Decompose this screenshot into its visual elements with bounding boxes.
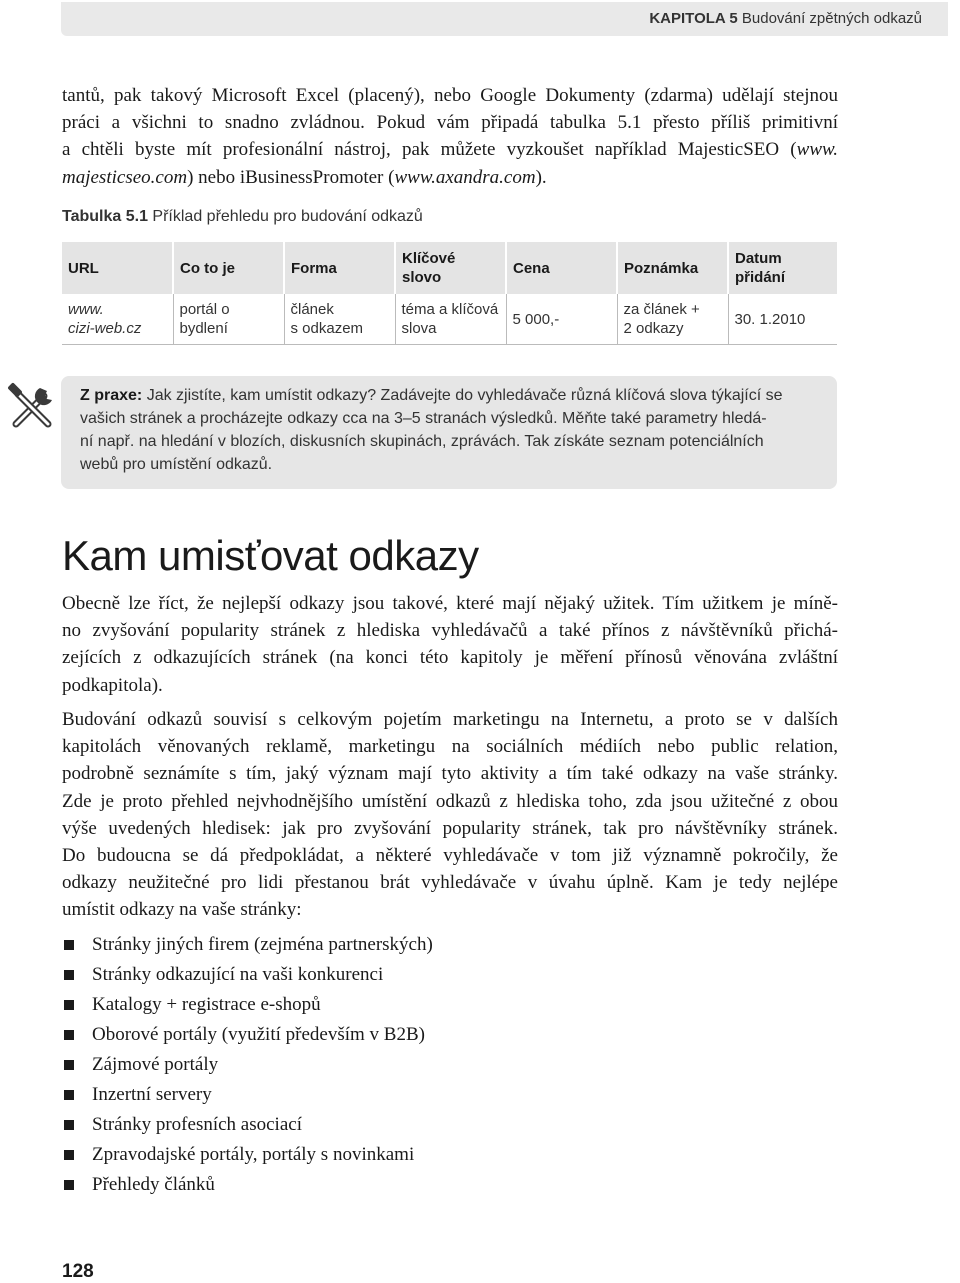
column-header-datum <box>728 242 837 294</box>
tools-icon <box>4 380 60 436</box>
tip-text <box>80 384 822 476</box>
cell-text: portál o <box>179 301 230 318</box>
list-item <box>62 990 433 1020</box>
cell-text: článek <box>290 301 334 318</box>
cell-text: s odkazem <box>290 320 364 337</box>
table-row <box>62 294 837 345</box>
text-line: Zde je proto přehled nejvhodnějšího umístění odkazů z hlediska toho, zda jsou užitečné z obou <box>62 790 838 812</box>
cell-text: www. <box>68 301 104 318</box>
placement-list <box>62 930 433 1200</box>
text-line: podrobně seznámíte s tím, jaký význam mají tyto aktivity a tím také odkazy na vaše stránky. <box>62 763 838 785</box>
cell-co <box>173 294 284 345</box>
table-caption-text: Příklad přehledu pro budování odkazů <box>152 208 423 225</box>
text-line: kapitolách věnovaných reklamě, marketingu na sociálních médiích nebo public relation, <box>62 736 838 758</box>
list-item <box>62 1050 433 1080</box>
tip-label: Z praxe: <box>80 387 143 404</box>
list-item-text: Katalogy + registrace e-shopů <box>92 994 321 1015</box>
cell-text: za článek + <box>623 301 700 318</box>
paragraph-2 <box>62 706 838 924</box>
chapter-heading <box>649 10 922 27</box>
text-segment: ). <box>535 166 547 188</box>
cell-poznamka <box>617 294 728 345</box>
list-item-text: Oborové portály (využití především v B2B) <box>92 1024 425 1045</box>
text-segment: Jak zjistíte, kam umístit odkazy? Zadávejte do vyhledávače různá klíčová slova týkající se <box>142 387 783 404</box>
list-item <box>62 1080 433 1110</box>
table-caption <box>62 208 423 226</box>
cell-text: cizi-web.cz <box>68 320 142 337</box>
bullet-square-icon <box>64 940 74 950</box>
list-item <box>62 1140 433 1170</box>
list-item-text: Stránky profesních asociací <box>92 1114 302 1135</box>
text-segment: ) nebo iBusinessPromoter ( <box>187 166 395 188</box>
text-segment: a chtěli byste mít profesionální nástroj, pak můžete vyzkoušet například MajesticSEO ( <box>62 139 797 161</box>
column-header-url: URL <box>62 242 173 294</box>
text-line: vašich stránek a procházejte odkazy cca na 3–5 stranách výsledků. Měňte také parametry hledá- <box>80 410 767 427</box>
text-line: no zvyšování popularity stránek z hlediska vyhledávačů a také přínos z návštěvníků přichá- <box>62 620 838 642</box>
text-line: umístit odkazy na vaše stránky: <box>62 899 302 921</box>
list-item <box>62 960 433 990</box>
list-item-text: Zájmové portály <box>92 1054 219 1075</box>
table-caption-label: Tabulka 5.1 <box>62 208 148 225</box>
cell-text: téma a klíčová <box>401 301 499 318</box>
paragraph-1 <box>62 590 838 699</box>
link-majesticseo-part2[interactable]: majesticseo.com <box>62 166 188 188</box>
bullet-square-icon <box>64 1060 74 1070</box>
chapter-header <box>61 2 948 36</box>
header-text: přidání <box>735 269 786 286</box>
page-number: 128 <box>62 1261 94 1282</box>
text-line: práci a všichni to snadno zvládnou. Pokud vám připadá tabulka 5.1 přesto příliš primitivní <box>62 112 838 134</box>
list-item-text: Stránky jiných firem (zejména partnerských) <box>92 934 433 955</box>
list-item-text: Stránky odkazující na vaši konkurenci <box>92 964 384 985</box>
cell-url <box>62 294 173 345</box>
column-header-poznamka: Poznámka <box>617 242 728 294</box>
list-item <box>62 930 433 960</box>
text-line <box>62 136 838 163</box>
text-line: odkazy neužitečné pro lidi přestanou brát vyhledávače v úvahu úplně. Kam je tedy nejlépe <box>62 872 838 894</box>
text-line: tantů, pak takový Microsoft Excel (placený), nebo Google Dokumenty (zdarma) udělají stejnou <box>62 85 838 106</box>
chapter-title: Budování zpětných odkazů <box>741 10 922 27</box>
list-item-text: Přehledy článků <box>92 1174 215 1195</box>
text-line: podkapitola). <box>62 674 163 696</box>
column-header-cena: Cena <box>506 242 617 294</box>
cell-text: slova <box>401 320 437 337</box>
list-item <box>62 1110 433 1140</box>
column-header-co: Co to je <box>173 242 284 294</box>
cell-datum: 30. 1.2010 <box>728 294 837 345</box>
text-line: webů pro umístění odkazů. <box>80 456 273 473</box>
bullet-square-icon <box>64 1120 74 1130</box>
list-item-text: Inzertní servery <box>92 1084 212 1105</box>
bullet-square-icon <box>64 1180 74 1190</box>
text-line: Obecně lze říct, že nejlepší odkazy jsou takové, které mají nějaký užitek. Tím užitkem je míně- <box>62 593 838 614</box>
cell-klicove-slovo <box>395 294 506 345</box>
list-item <box>62 1170 433 1200</box>
header-text: Klíčové <box>402 250 456 267</box>
text-line <box>62 164 838 191</box>
text-line: Do budoucna se dá předpokládat, a některé vyhledávače v tom již významně pokročily, že <box>62 845 838 867</box>
text-line: zejících z odkazujících stránek (na konci této kapitoly je měření přínosů věnována zvláštní <box>62 647 838 669</box>
text-line: výše uvedených hledisek: jak pro zvyšování popularity stránek, tak pro návštěvníky stránek. <box>62 817 838 839</box>
cell-forma <box>284 294 395 345</box>
chapter-label: KAPITOLA 5 <box>649 10 738 27</box>
text-line <box>80 384 822 407</box>
bullet-square-icon <box>64 1000 74 1010</box>
section-title: Kam umisťovat odkazy <box>62 532 479 579</box>
text-line: ní např. na hledání v blozích, diskusních skupinách, zprávách. Tak získáte seznam potenciálních <box>80 433 764 450</box>
link-overview-table <box>62 242 837 345</box>
bullet-square-icon <box>64 1030 74 1040</box>
list-item <box>62 1020 433 1050</box>
intro-paragraph <box>62 82 838 191</box>
link-majesticseo-part1[interactable]: www. <box>796 139 838 161</box>
cell-text: 2 odkazy <box>623 320 684 337</box>
bullet-square-icon <box>64 1090 74 1100</box>
bullet-square-icon <box>64 1150 74 1160</box>
header-text: Datum <box>735 250 782 267</box>
column-header-klicove-slovo <box>395 242 506 294</box>
text-line: Budování odkazů souvisí s celkovým pojetím marketingu na Internetu, a proto se v dalších <box>62 709 838 730</box>
bullet-square-icon <box>64 970 74 980</box>
list-item-text: Zpravodajské portály, portály s novinkami <box>92 1144 415 1165</box>
cell-cena: 5 000,- <box>506 294 617 345</box>
link-axandra[interactable]: www.axandra.com <box>394 166 536 188</box>
header-text: slovo <box>402 269 442 286</box>
table-header-row <box>62 242 837 294</box>
column-header-forma: Forma <box>284 242 395 294</box>
cell-text: bydlení <box>179 320 228 337</box>
